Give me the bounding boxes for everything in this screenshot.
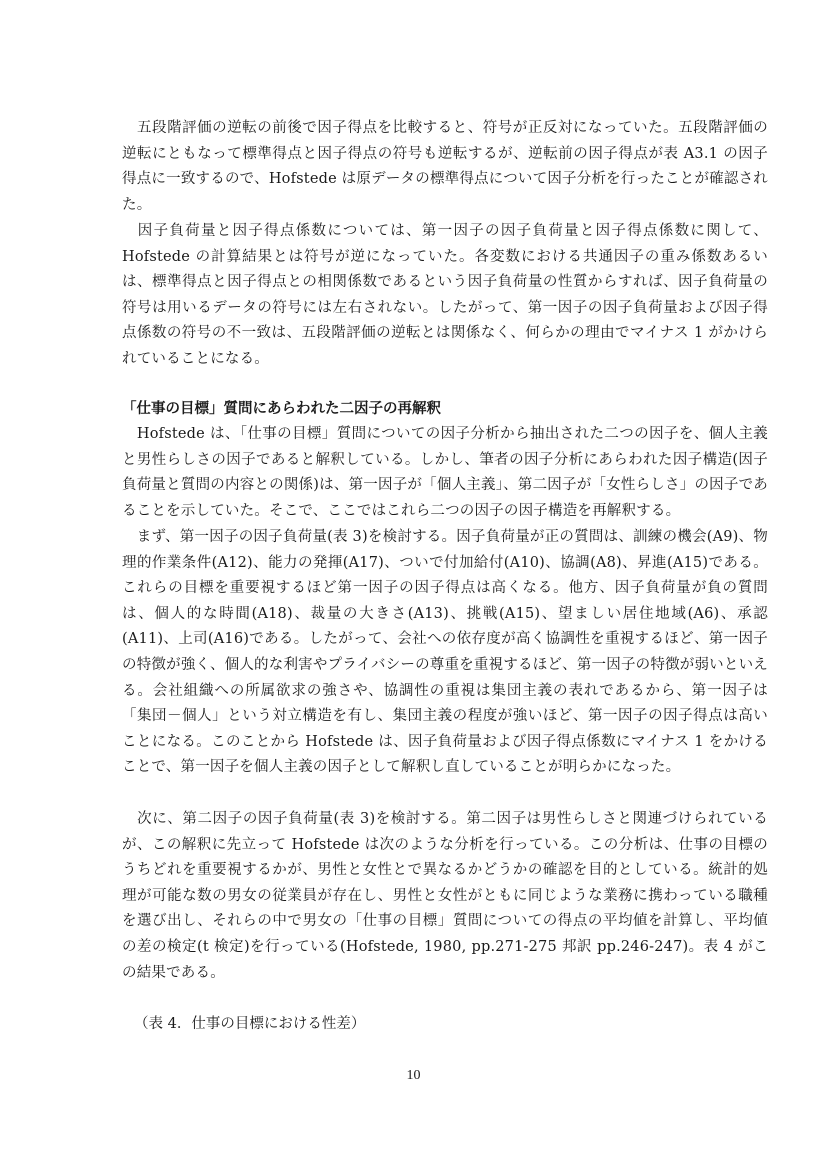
page-number: 10 (406, 1068, 421, 1083)
paragraph-factor-loading-sign: 因子負荷量と因子得点係数については、第一因子の因子負荷量と因子得点係数に関して、Hofstede の計算結果とは符号が逆になっていた。各変数における共通因子の重み係数あるいは、標準得点と因子得点との相関係数であるという因子負荷量の性質からすれば、因子負荷量の符号は用いるデータの符号には左右されない。したがって、第一因子の因子負荷量および因子得点係数の符号の不一致は、五段階評価の逆転とは関係なく、何らかの理由でマイナス 1 がかけられていることになる。 (122, 223, 768, 367)
paragraph-factor-score-comparison: 五段階評価の逆転の前後で因子得点を比較すると、符号が正反対になっていた。五段階評価の逆転にともなって標準得点と因子得点の符号も逆転するが、逆転前の因子得点が表 A3.1 の因子得点に一致するので、Hofstede は原データの標準得点について因子分析を行ったことが確認された。 (122, 120, 768, 213)
paragraph-two-factors-intro: Hofstede は、「仕事の目標」質問についての因子分析から抽出された二つの因子を、個人主義と男性らしさの因子であると解釈している。しかし、筆者の因子分析にあらわれた因子構造(因子負荷量と質問の内容との関係)は、第一因子が「個人主義」、第二因子が「女性らしさ」の因子であることを示していた。そこで、ここではこれら二つの因子の因子構造を再解釈する。 (122, 426, 768, 519)
paragraph-first-factor-analysis: まず、第一因子の因子負荷量(表 3)を検討する。因子負荷量が正の質問は、訓練の機会(A9)、物理的作業条件(A12)、能力の発揮(A17)、ついで付加給付(A10)、協調(A8)、昇進(A15)である。これらの目標を重要視するほど第一因子の因子得点は高くなる。他方、因子負荷量が負の質問は、個人的な時間(A18)、裁量の大きさ(A13)、挑戦(A15)、望ましい居住地域(A6)、承認(A11)、上司(A16)である。したがって、会社への依存度が高く協調性を重視するほど、第一因子の特徴が強く、個人的な利害やプライバシーの尊重を重視するほど、第一因子の特徴が弱いといえる。会社組織への所属欲求の強さや、協調性の重視は集団主義の表れであるから、第一因子は「集団－個人」という対立構造を有し、集団主義の程度が強いほど、第一因子の因子得点は高いことになる。このことから Hofstede は、因子負荷量および因子得点係数にマイナス 1 をかけることで、第一因子を個人主義の因子として解釈し直していることが明らかになった。 (122, 529, 768, 776)
section-heading: 「仕事の目標」質問にあらわれた二因子の再解釈 (122, 400, 441, 417)
table-caption: （表 4．仕事の目標における性差） (134, 1016, 366, 1032)
paragraph-second-factor-analysis: 次に、第二因子の因子負荷量(表 3)を検討する。第二因子は男性らしさと関連づけられているが、この解釈に先立って Hofstede は次のような分析を行っている。この分析は、仕事の目標のうちどれを重要視するかが、男性と女性とで異なるかどうかの確認を目的としている。統計的処理が可能な数の男女の従業員が存在し、男性と女性がともに同じような業務に携わっている職種を選び出し、それらの中で男女の「仕事の目標」質問についての得点の平均値を計算し、平均値の差の検定(t 検定)を行っている(Hofstede, 1980, pp.271-275 邦訳 pp.246-247)。表 4 がこの結果である。 (122, 811, 768, 981)
